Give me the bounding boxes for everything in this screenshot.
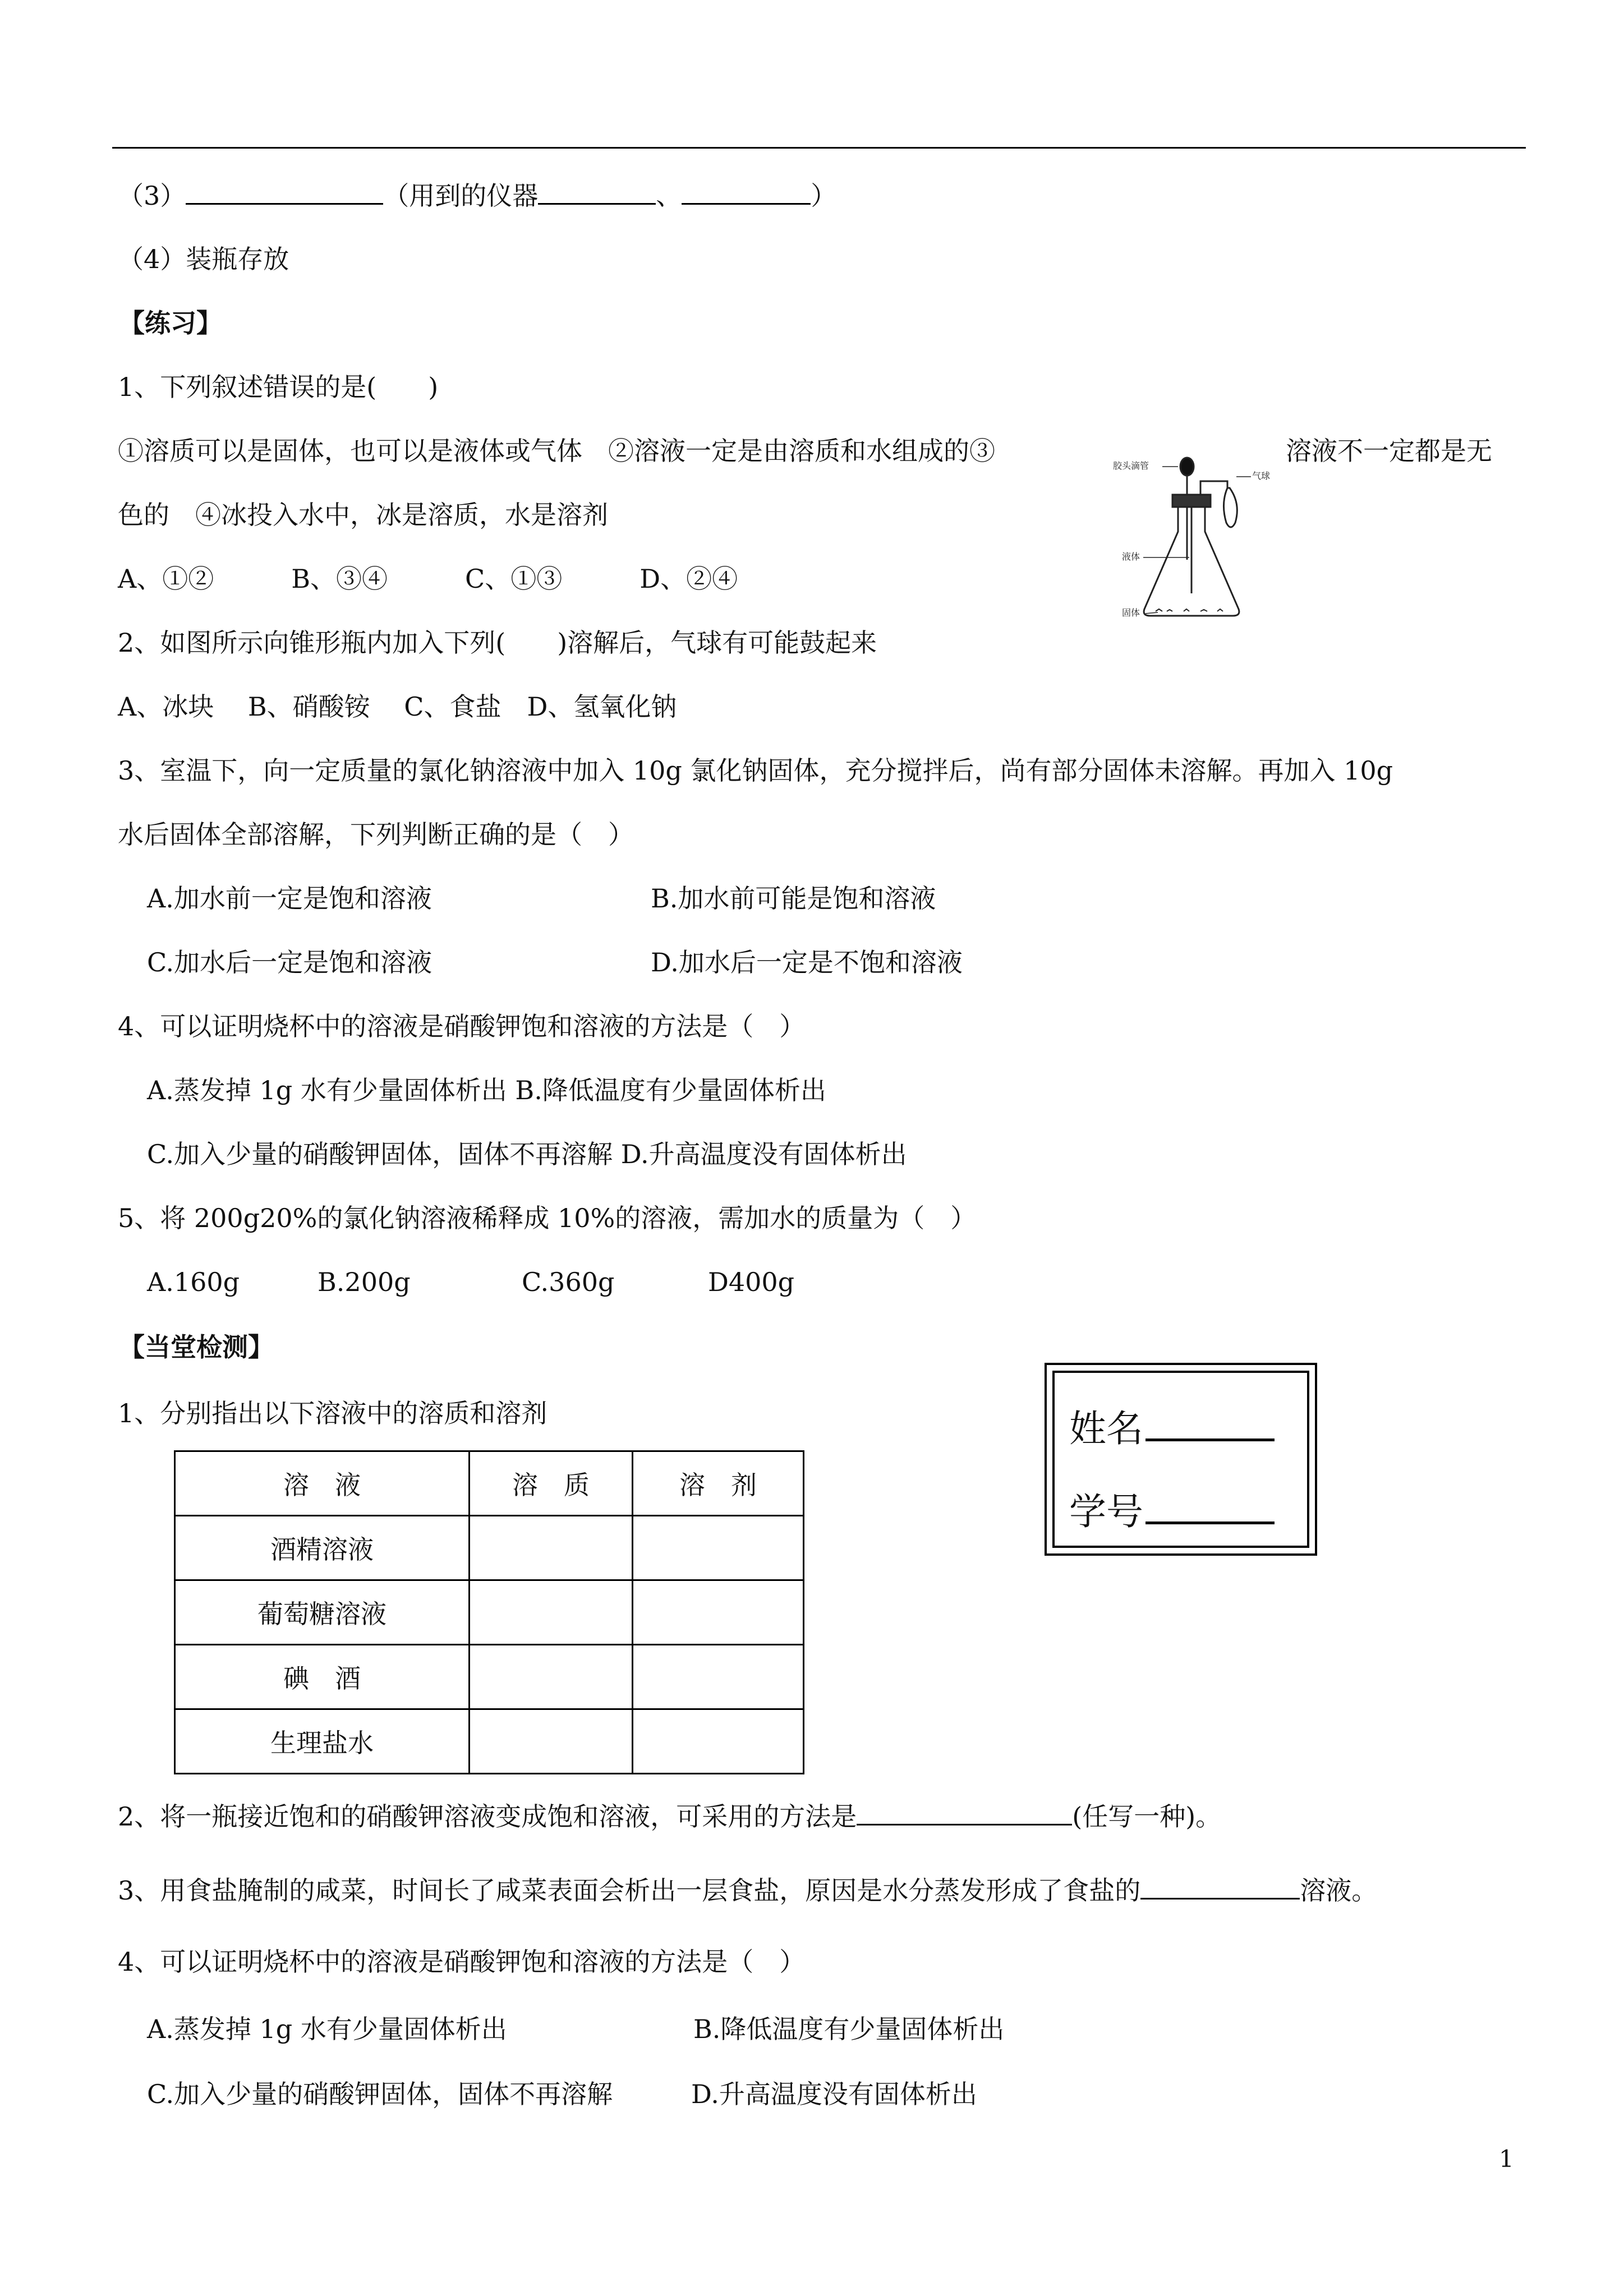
table-row [175,1645,804,1709]
page-number: 1 [1499,2145,1514,2173]
table-cell-solution: 酒精溶液 [175,1516,470,1580]
instrument-blank-2[interactable] [682,178,811,205]
header-rule [112,147,1526,149]
practice-q4-options-2: C.加入少量的硝酸钾固体，固体不再溶解 D.升高温度没有固体析出 [147,1139,907,1169]
practice-q1-statements: ①溶质可以是固体，也可以是液体或气体 ②溶液一定是由溶质和水组成的③ [118,436,995,466]
practice-q1-stem: 1、下列叙述错误的是( ) [118,372,439,402]
table-cell-solvent[interactable] [633,1516,804,1580]
table-header-solution: 溶 液 [175,1451,470,1516]
solute-solvent-table [174,1450,804,1774]
figure-label-liquid: 液体 [1122,551,1140,562]
table-header-solute: 溶 质 [470,1451,633,1516]
name-label: 姓名 [1069,1407,1143,1450]
figure-label-balloon: 气球 [1252,471,1271,481]
practice-q3-option-d: D.加水后一定是不饱和溶液 [651,947,963,978]
id-row [1069,1482,1275,1535]
flask-balloon-figure [1111,448,1279,638]
practice-q3-option-a: A.加水前一定是饱和溶液 [147,883,432,914]
figure-label-dropper: 胶头滴管 [1113,460,1149,471]
table-cell-solute[interactable] [470,1709,633,1774]
practice-q5-stem: 5、将 200g20%的氯化钠溶液稀释成 10%的溶液，需加水的质量为（ ） [118,1203,977,1233]
table-row [175,1709,804,1774]
practice-q1-statements-line2: 色的 ④冰投入水中，冰是溶质，水是溶剂 [118,500,608,530]
name-id-box [1045,1363,1317,1556]
table-cell-solute[interactable] [470,1516,633,1580]
step3-blank[interactable] [186,178,383,205]
check-q4-option-b: B.降低温度有少量固体析出 [693,2014,1005,2044]
check-q2-text: 2、将一瓶接近饱和的硝酸钾溶液变成饱和溶液，可采用的方法是 [118,1801,857,1832]
step3-line [118,178,836,213]
table-cell-solvent[interactable] [633,1709,804,1774]
check-q4-option-c: C.加入少量的硝酸钾固体，固体不再溶解 [147,2079,613,2109]
table-header-row [175,1451,804,1516]
practice-q4-stem: 4、可以证明烧杯中的溶液是硝酸钾饱和溶液的方法是（ ） [118,1011,806,1041]
practice-heading: 【练习】 [119,308,222,338]
check-q3-text: 3、用食盐腌制的咸菜，时间长了咸菜表面会析出一层食盐，原因是水分蒸发形成了食盐的 [118,1875,1141,1906]
check-q2-blank[interactable] [857,1799,1072,1825]
table-cell-solution: 碘 酒 [175,1645,470,1709]
practice-q3-line2: 水后固体全部溶解，下列判断正确的是（ ） [118,819,634,850]
check-q4-option-d: D.升高温度没有固体析出 [691,2079,977,2109]
table-cell-solution: 生理盐水 [175,1709,470,1774]
table-cell-solvent[interactable] [633,1645,804,1709]
step3-separator: 、 [656,181,682,211]
check-q2-suffix: (任写一种)。 [1072,1801,1222,1832]
practice-q3-line1: 3、室温下，向一定质量的氯化钠溶液中加入 10g 氯化钠固体，充分搅拌后，尚有部分固体未溶解。再加入 10g [118,755,1393,786]
table-cell-solution: 葡萄糖溶液 [175,1580,470,1645]
practice-q1-options: A、①② B、③④ C、①③ D、②④ [118,564,738,594]
step3-instrument-label: （用到的仪器 [383,181,539,211]
figure-label-solid: 固体 [1122,607,1140,618]
practice-q5-option-c: C.360g [522,1267,615,1297]
practice-q1-statements-cont: 溶液不一定都是无 [1286,436,1492,466]
id-label: 学号 [1069,1490,1143,1533]
practice-q4-options-1: A.蒸发掉 1g 水有少量固体析出 B.降低温度有少量固体析出 [147,1075,826,1105]
practice-q2-stem: 2、如图所示向锥形瓶内加入下列( )溶解后，气球有可能鼓起来 [118,628,877,658]
practice-q5-option-d: D400g [708,1267,795,1297]
table-header-solvent: 溶 剂 [633,1451,804,1516]
instrument-blank-1[interactable] [538,178,656,205]
name-blank[interactable] [1145,1405,1275,1441]
check-q4-stem: 4、可以证明烧杯中的溶液是硝酸钾饱和溶液的方法是（ ） [118,1947,806,1977]
check-q2-line [118,1799,1221,1833]
check-q3-line [118,1873,1377,1907]
table-cell-solvent[interactable] [633,1580,804,1645]
id-blank[interactable] [1145,1488,1275,1524]
table-row [175,1580,804,1645]
check-heading: 【当堂检测】 [119,1332,274,1362]
step3-paren-close: ） [811,181,837,211]
check-q4-option-a: A.蒸发掉 1g 水有少量固体析出 [147,2014,507,2044]
step4-line: （4）装瓶存放 [118,244,289,274]
step3-prefix: （3） [118,181,186,211]
table-row [175,1516,804,1580]
practice-q5-option-a: A.160g [147,1267,240,1297]
table-cell-solute[interactable] [470,1580,633,1645]
name-row [1069,1399,1275,1452]
practice-q3-option-b: B.加水前可能是饱和溶液 [651,883,936,914]
check-q3-blank[interactable] [1140,1873,1300,1899]
check-q1-stem: 1、分别指出以下溶液中的溶质和溶剂 [118,1398,548,1428]
practice-q3-option-c: C.加水后一定是饱和溶液 [147,947,433,978]
practice-q5-option-b: B.200g [318,1267,411,1297]
practice-q2-options: A、冰块 B、硝酸铵 C、食盐 D、氢氧化钠 [118,691,677,722]
table-cell-solute[interactable] [470,1645,633,1709]
check-q3-suffix: 溶液。 [1300,1875,1378,1906]
